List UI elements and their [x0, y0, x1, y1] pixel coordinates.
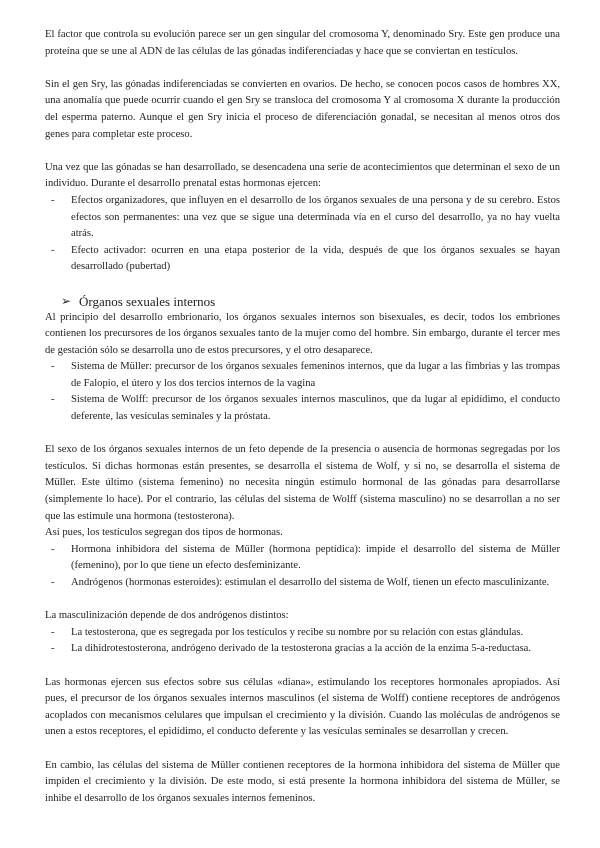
list-item-text: La dihidrotestosterona, andrógeno derivado de la testosterona gracias a la acción de la enzima 5-a-reductasa. — [71, 643, 532, 655]
list-item-text: La testosterona, que es segregada por los testículos y recibe su nombre por su relación con estas glándulas. — [71, 626, 524, 638]
systems-list — [45, 359, 560, 425]
list-item — [45, 641, 560, 658]
paragraph-fetal-sex: El sexo de los órganos sexuales internos de un feto depende de la presencia o ausencia de hormonas segregadas por los testículos. Si dichas hormonas están presentes, se desarrolla el sistema de Wolf, y si no, se desarrolla el sistema de Müller. Este último (sistema femenino) no necesita ningún estímulo hormonal de las gónadas para desarrollarse (simplemente lo hace). Por el contrario, las células del sistema de Wolff (sistema masculino) no se desarrollan a no ser que las estimule una hormona (testosterona). — [45, 444, 560, 522]
document-page — [45, 27, 560, 824]
paragraph-masculinization: La masculinización depende de dos andrógenos distintos: — [45, 610, 289, 622]
dash-bullet: - — [51, 361, 55, 373]
list-item — [45, 193, 560, 243]
paragraph-muller-receptors: En cambio, las células del sistema de Müller contienen receptores de la hormona inhibidora del sistema de Müller que impiden el crecimiento y la división. De este modo, si está presente la hormona inhibidora del sistema de Müller, se inhibe el desarrollo de los órganos sexuales internos femeninos. — [45, 759, 560, 804]
paragraph-no-sry: Sin el gen Sry, las gónadas indiferenciadas se convierten en ovarios. De hecho, se conocen pocos casos de hombres XX, una anomalía que puede ocurrir cuando el gen Sry se transloca del cromosoma Y al cromosoma X durante la producción del esperma paterno. Aunque el gen Sry inicia el proceso de diferenciación gonadal, se necesitan al menos otros dos genes para completar este proceso. — [45, 78, 560, 140]
list-item-text: Sistema de Wolff: precursor de los órganos sexuales internos masculinos, que da lugar al epidídimo, el conducto deferente, las vesículas seminales y la próstata. — [71, 394, 560, 423]
list-item — [45, 359, 560, 392]
dash-bullet: - — [51, 626, 55, 638]
dash-bullet: - — [51, 194, 55, 206]
paragraph-hormone-events: Una vez que las gónadas se han desarrollado, se desencadena una serie de acontecimientos que determinan el sexo de un individuo. Durante el desarrollo prenatal estas hormonas ejercen: — [45, 161, 560, 190]
list-item-text: Andrógenos (hormonas esteroides): estimulan el desarrollo del sistema de Wolf, tienen un efecto masculinizante. — [71, 577, 550, 588]
list-item-text: Efecto activador: ocurren en una etapa posterior de la vida, después de que los órganos sexuales se hayan desarrollado (pubertad) — [71, 244, 560, 273]
effects-list — [45, 193, 560, 276]
list-item-text: Efectos organizadores, que influyen en el desarrollo de los órganos sexuales de una persona y de su cerebro. Estos efectos son permanentes: una vez que se sigue una determinada vía en el curso del desarrollo, ya no hay vuelta atrás. — [71, 194, 560, 240]
dash-bullet: - — [51, 643, 55, 655]
paragraph-embryonic-development: Al principio del desarrollo embrionario, los órganos sexuales internos son bisexuales, es decir, todos los embriones contienen los precursores de los órganos sexuales tanto de la mujer como del hombre. Sin embargo, durante el tercer mes de gestación sólo se desarrolla uno de estos precursores, y el otro desaparece. — [45, 311, 560, 356]
dash-bullet: - — [51, 244, 55, 256]
hormones-list — [45, 542, 560, 592]
list-item-text: Sistema de Müller: precursor de los órganos sexuales femeninos internos, que da lugar a las fimbrias y las trompas de Falopio, el útero y los dos tercios internos de la vagina — [71, 361, 560, 389]
list-item — [45, 392, 560, 425]
section-heading-text: Órganos sexuales internos — [79, 293, 216, 309]
paragraph-two-hormones: Así pues, los testículos segregan dos tipos de hormonas. — [45, 527, 283, 539]
paragraph-target-cells: Las hormonas ejercen sus efectos sobre sus células «diana», estimulando los receptores hormonales apropiados. Así pues, el precursor de los órganos sexuales internos masculinos (el sistema de Wolff) contiene receptores de andrógenos acoplados con mecanismos celulares que impulsan el crecimiento y la división. Cuando las moléculas de andrógenos se unen a estos receptores, el epidídimo, el conducto deferente y las vesículas seminales se desarrollan y crecen. — [45, 676, 560, 738]
dash-bullet: - — [51, 394, 55, 406]
list-item — [45, 542, 560, 575]
list-item — [45, 625, 560, 642]
androgens-list — [45, 625, 560, 658]
list-item — [45, 575, 560, 592]
section-heading — [45, 293, 560, 310]
paragraph-sry-gene: El factor que controla su evolución parece ser un gen singular del cromosoma Y, denominado Sry. Este gen produce una proteína que se une al ADN de las células de las gónadas indiferenciadas y hace que se conviertan en testículos. — [45, 29, 560, 57]
list-item — [45, 243, 560, 276]
arrow-bullet-icon: ➢ — [61, 293, 72, 308]
dash-bullet: - — [51, 543, 55, 555]
dash-bullet: - — [51, 577, 55, 588]
list-item-text: Hormona inhibidora del sistema de Müller (hormona peptídica): impide el desarrollo del sistema de Müller (femenino), por lo que tiene un efecto desfeminizante. — [71, 543, 560, 572]
